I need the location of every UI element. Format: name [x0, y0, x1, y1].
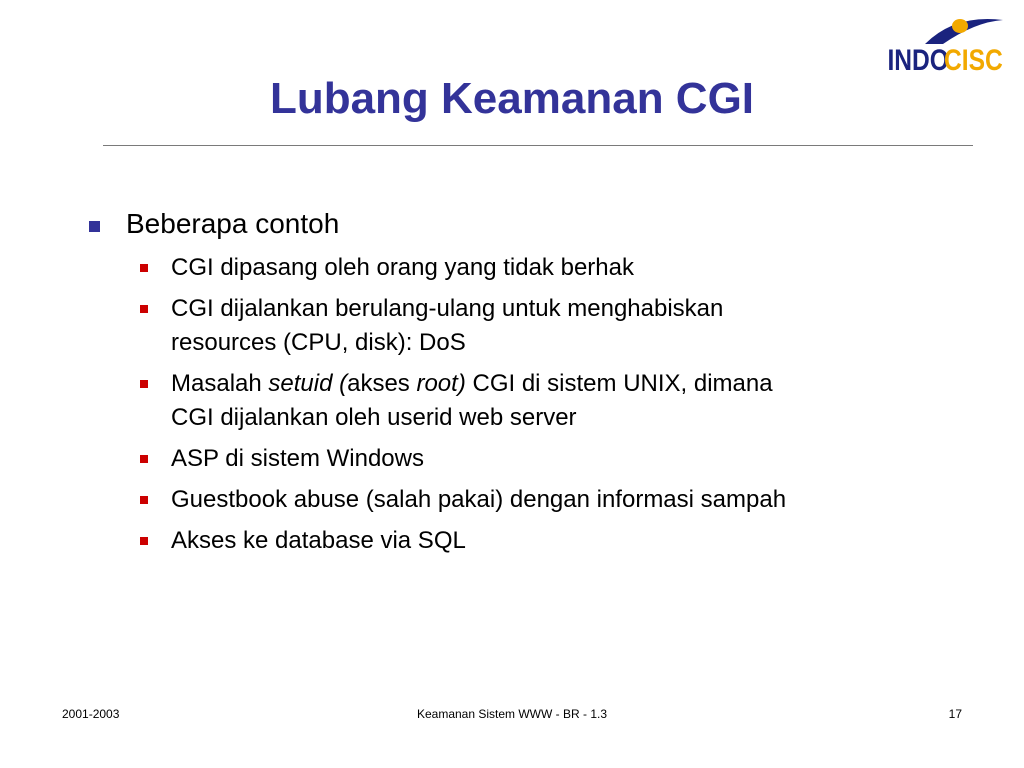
list-item	[140, 367, 940, 435]
list-item-text	[171, 367, 940, 401]
logo-text-indo: INDO	[887, 42, 949, 77]
sub-bullet-list	[140, 251, 940, 565]
list-item	[140, 251, 940, 285]
sub-bullet-square-icon	[140, 496, 148, 504]
sub-bullet-square-icon	[140, 305, 148, 313]
slide-title: Lubang Keamanan CGI	[269, 74, 755, 123]
list-item-text-continuation: CGI dijalankan oleh userid web server	[171, 404, 577, 431]
list-item-text-continuation: resources (CPU, disk): DoS	[171, 329, 466, 356]
list-item	[140, 292, 940, 360]
sub-bullet-square-icon	[140, 264, 148, 272]
indocisc-logo	[885, 14, 1011, 80]
main-bullet-square-icon	[89, 221, 100, 232]
list-item-text: CGI dijalankan berulang-ulang untuk menghabiskan	[171, 295, 724, 322]
italic-fragment-root: root)	[416, 370, 466, 397]
text-fragment: CGI di sistem UNIX, dimana	[465, 370, 773, 397]
list-item-text: CGI dipasang oleh orang yang tidak berhak	[171, 254, 634, 281]
footer-date-range: 2001-2003	[62, 707, 120, 721]
list-item-text: Guestbook abuse (salah pakai) dengan informasi sampah	[171, 486, 787, 513]
list-item	[140, 524, 940, 558]
italic-fragment-setuid: setuid (	[268, 370, 348, 397]
list-item	[140, 483, 940, 517]
list-item-text: Akses ke database via SQL	[171, 527, 466, 554]
slide-number: 17	[948, 707, 962, 721]
text-fragment: Masalah	[171, 370, 269, 397]
list-item	[140, 442, 940, 476]
logo-text-cisc: CISC	[944, 42, 1003, 77]
logo-graphic	[885, 14, 1011, 80]
main-bullet-text: Beberapa contoh	[126, 208, 340, 239]
sub-bullet-square-icon	[140, 537, 148, 545]
sub-bullet-square-icon	[140, 455, 148, 463]
logo-orb	[952, 19, 968, 33]
title-divider	[103, 145, 973, 146]
text-fragment: akses	[347, 370, 417, 397]
sub-bullet-square-icon	[140, 380, 148, 388]
footer-title: Keamanan Sistem WWW - BR - 1.3	[416, 707, 608, 721]
list-item-text: ASP di sistem Windows	[171, 445, 424, 472]
